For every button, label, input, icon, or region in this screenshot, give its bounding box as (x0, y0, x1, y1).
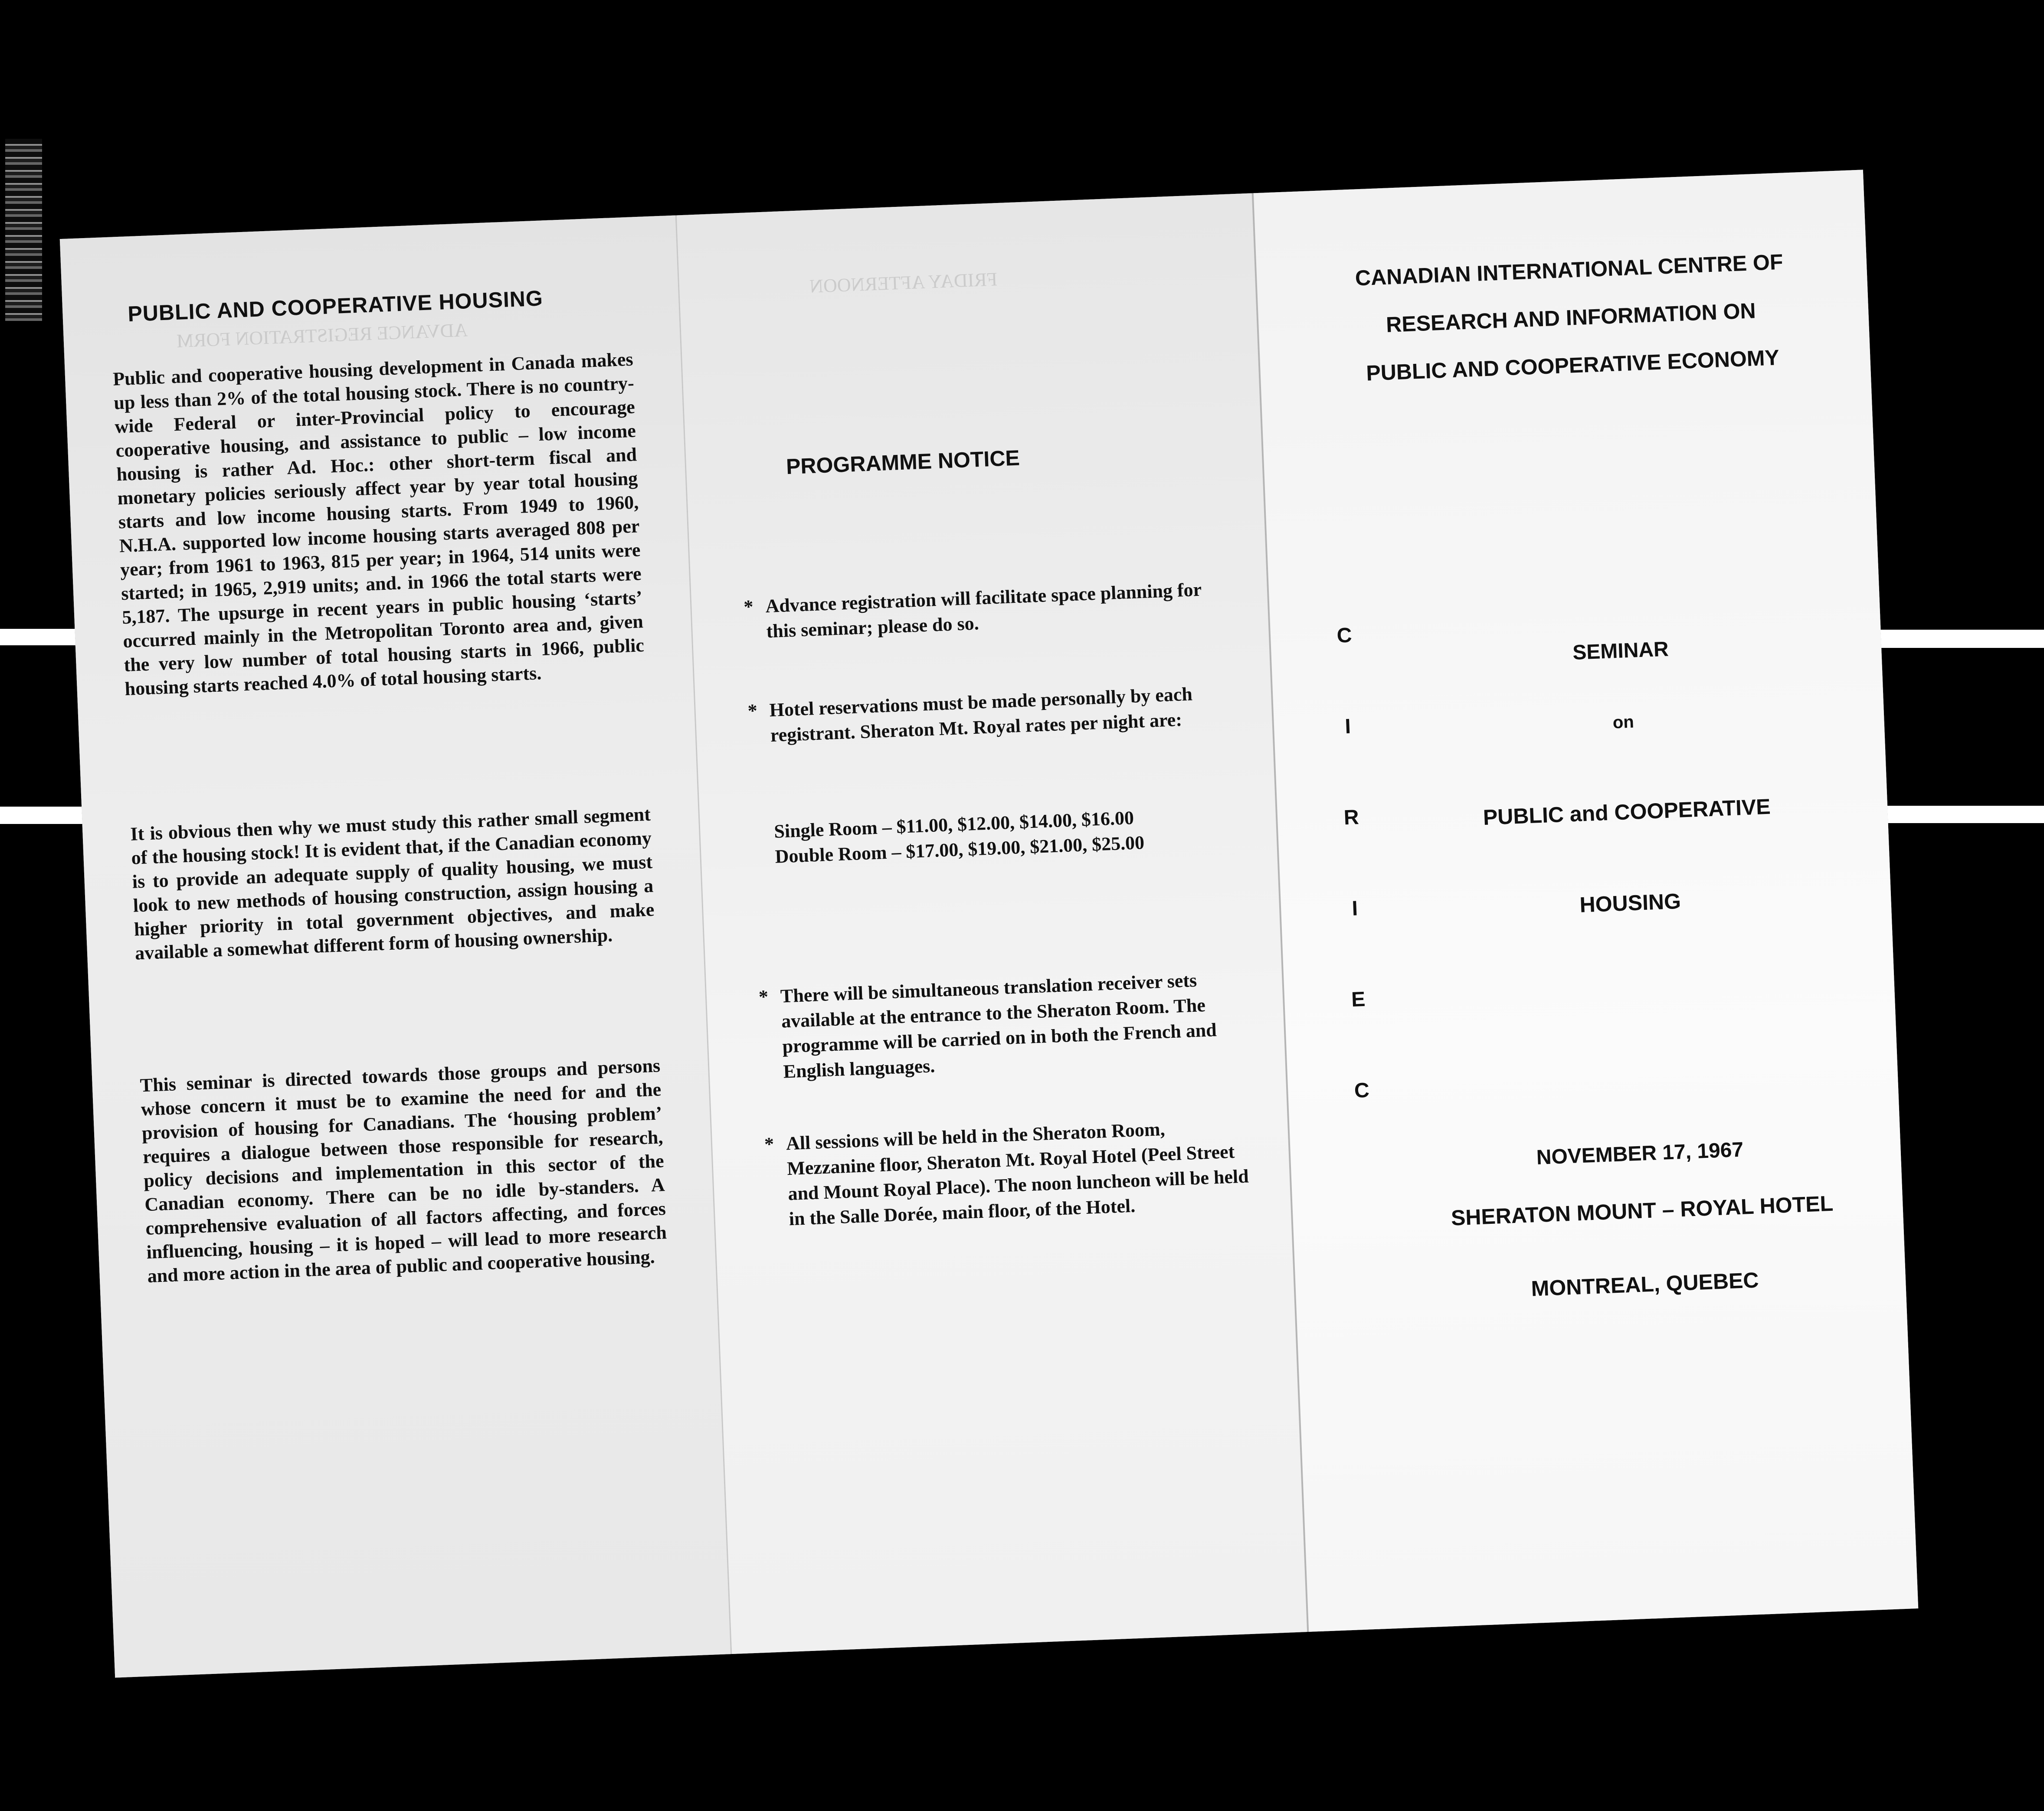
bullet-icon: * (764, 1133, 775, 1155)
bleed-through-text: ADVANCE REGISTRATION FORM (176, 319, 468, 352)
seminar-label: SEMINAR (1572, 637, 1669, 664)
notice-text: There will be simultaneous translation receiver sets available at the entrance to the Sheraton Room. The programme will be carried on in both the French and English languages. (780, 969, 1217, 1082)
rate-double: Double Room – $17.00, $19.00, $21.00, $25.00 (774, 832, 1145, 867)
panel-cover (1252, 170, 1918, 1632)
org-line: RESEARCH AND INFORMATION ON (1386, 298, 1756, 337)
notice-item (747, 680, 1239, 748)
bullet-icon: * (758, 986, 769, 1008)
bleed-through-text: FRIDAY AFTERNOON (809, 268, 998, 297)
paragraph: It is obvious then why we must study this rather small segment of the housing stock! It is evident that, if the Canadian economy is to provide an adequate supply of quality housing, we must look to new methods of housing construction, assign housing a higher priority in total government objectives, and make available a somewhat different form of housing ownership. (130, 803, 655, 964)
org-line: CANADIAN INTERNATIONAL CENTRE OF (1354, 249, 1784, 291)
panel-public-housing (60, 216, 730, 1678)
acronym-letter: C (1354, 1079, 1370, 1102)
film-grain-edge (5, 139, 42, 321)
event-city: MONTREAL, QUEBEC (1530, 1268, 1759, 1301)
notice-text: Advance registration will facilitate space planning for this seminar; please do so. (765, 579, 1202, 642)
acronym-letter: I (1351, 897, 1358, 920)
event-date: NOVEMBER 17, 1967 (1536, 1138, 1744, 1169)
panel-title: PUBLIC AND COOPERATIVE HOUSING (127, 286, 544, 327)
event-venue: SHERATON MOUNT – ROYAL HOTEL (1450, 1191, 1834, 1230)
acronym-letter: E (1351, 987, 1366, 1012)
notice-item (743, 576, 1235, 644)
rate-single: Single Room – $11.00, $12.00, $14.00, $16.00 (773, 807, 1134, 842)
notice-item (758, 966, 1252, 1084)
panel-title: PROGRAMME NOTICE (786, 445, 1020, 479)
notice-item (764, 1113, 1258, 1232)
film-streak (1887, 806, 2044, 823)
on-label: on (1612, 712, 1635, 732)
notice-text: All sessions will be held in the Sheraton Room, Mezzanine floor, Sheraton Mt. Royal Hotel (Peel Street and Mount Royal Place). The noon luncheon will be held in the Salle Dorée, main floor, of the Hotel. (786, 1118, 1249, 1230)
acronym-letter: C (1336, 624, 1353, 647)
acronym-vertical (1331, 623, 1378, 1170)
acronym-letter: I (1344, 715, 1351, 739)
rates-list (773, 801, 1244, 869)
paragraph: Public and cooperative housing development in Canada makes up less than 2% of the total housing stock. There is no country-wide Federal or inter-Provincial policy to encourage cooperative housing, and assistance to public – low income housing is rather Ad. Hoc.: other short-term fiscal and monetary policies seriously affect year by year total housing starts and low income housing starts. From 1949 to 1960, N.H.A. supported low income housing starts averaged 808 per year; from 1961 to 1963, 815 per year; in 1964, 514 units were started; in 1965, 2,919 units; and. in 1966 the total starts were 5,187. The upsurge in recent years in public housing ‘starts’ occurred mainly in the Metropolitan Toronto area and, given the very low number of total housing starts in 1966, public housing starts reached 4.0% of total housing starts. (112, 348, 645, 700)
organization-name (1291, 235, 1851, 400)
panel-programme-notice (675, 193, 1307, 1654)
acronym-letter: R (1343, 806, 1359, 830)
topic-line: HOUSING (1579, 889, 1681, 917)
org-line: PUBLIC AND COOPERATIVE ECONOMY (1366, 345, 1780, 386)
notice-text: Hotel reservations must be made personally by each registrant. Sheraton Mt. Royal rates per night are: (769, 683, 1193, 746)
bullet-icon: * (747, 700, 758, 722)
brochure-sheet (60, 170, 1918, 1677)
film-streak (1861, 630, 2044, 648)
bullet-icon: * (743, 596, 754, 618)
topic-line: PUBLIC and COOPERATIVE (1482, 794, 1771, 830)
paragraph: This seminar is directed towards those groups and persons whose concern it must be to examine the need for and the provision of housing for Canadians. The ‘housing problem’ requires a dialogue between those responsible for research, policy decisions and implementation in this sector of the Canadian economy. There can be no idle by-standers. A comprehensive evaluation of all factors affecting, and forces influencing, housing – it is hoped – will lead to more research and more action in the area of public and cooperative housing. (139, 1055, 667, 1287)
